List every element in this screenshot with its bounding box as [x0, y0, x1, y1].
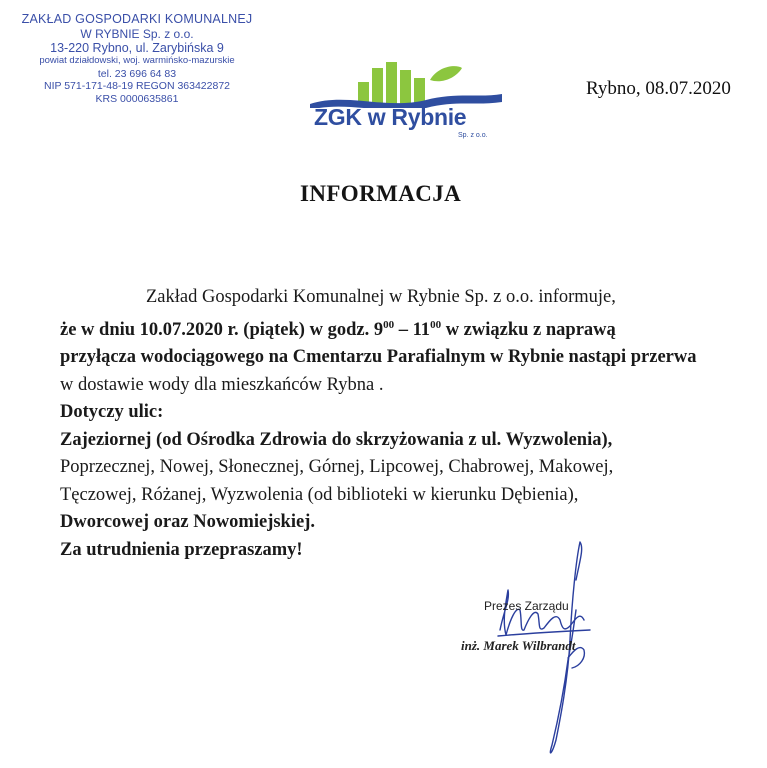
body-line-4: w dostawie wody dla mieszkańców Rybna .: [60, 374, 384, 395]
logo-graphic-icon: [306, 58, 506, 108]
stamp-phone: tel. 23 696 64 83: [97, 67, 177, 80]
streets-heading: Dotyczy ulic:: [60, 402, 164, 422]
start-time-superscript: 00: [383, 318, 395, 331]
body-line-2-part-a: że w dniu 10.07.2020 r. (piątek) w godz. 9: [60, 319, 384, 340]
body-line-2-part-b: – 11: [394, 319, 431, 340]
body-line-3: przyłącza wodociągowego na Cmentarzu Parafialnym w Rybnie nastąpi przerwa: [60, 347, 697, 367]
stamp-address: 13-220 Rybno, ul. Zarybińska 9: [50, 40, 224, 55]
stamp-region: powiat działdowski, woj. warmińsko-mazurskie: [39, 55, 235, 66]
document-date: Rybno, 08.07.2020: [586, 78, 731, 99]
signatory-role: Prezes Zarządu: [484, 599, 569, 613]
stamp-company-name: ZAKŁAD GOSPODARKI KOMUNALNEJ: [21, 12, 253, 26]
streets-line-4: Dworcowej oraz Nowomiejskiej.: [60, 512, 315, 532]
apology-line: Za utrudnienia przepraszamy!: [60, 539, 303, 560]
signatory-name: inż. Marek Wilbrandt: [461, 638, 576, 653]
stamp-krs: KRS 0000635861: [95, 92, 179, 105]
streets-line-1: Zajeziornej (od Ośrodka Zdrowia do skrzyżowania z ul. Wyzwolenia),: [60, 429, 613, 450]
end-time-superscript: 00: [430, 318, 442, 331]
company-stamp: [6, 13, 268, 104]
document-body: [60, 284, 760, 564]
body-line-2-part-c: w związku z naprawą: [441, 319, 616, 340]
streets-line-3: Tęczowej, Różanej, Wyzwolenia (od biblioteki w kierunku Dębienia),: [60, 484, 579, 505]
stamp-nip-regon: NIP 571-171-48-19 REGON 363422872: [43, 80, 230, 92]
company-logo: [306, 58, 506, 142]
stamp-company-form: W RYBNIE Sp. z o.o.: [80, 26, 194, 41]
document-title: INFORMACJA: [300, 181, 462, 206]
logo-suffix: Sp. z o.o.: [458, 132, 488, 139]
streets-line-2: Poprzecznej, Nowej, Słonecznej, Górnej, Lipcowej, Chabrowej, Makowej,: [60, 457, 614, 477]
logo-text: ZGK w Rybnie: [314, 104, 467, 130]
body-line-2: [60, 312, 760, 345]
body-line-1: Zakład Gospodarki Komunalnej w Rybnie Sp. z o.o. informuje,: [146, 287, 616, 307]
